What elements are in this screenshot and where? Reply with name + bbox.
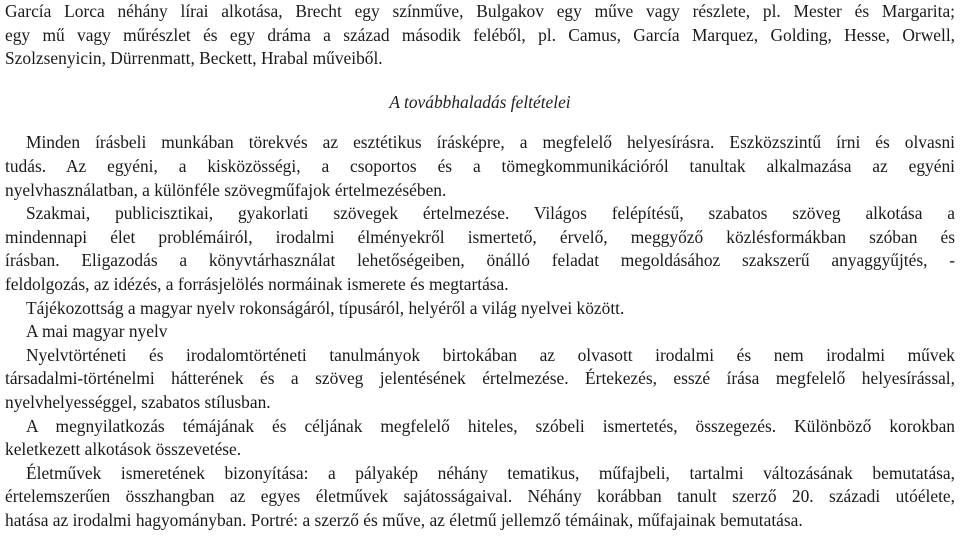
text-line: tudás. Az egyéni, a kisközösségi, a csoportos és a tömegkommunikációról tanultak alkalmazása az egyéni — [5, 155, 955, 176]
text-line: A mai magyar nyelv — [26, 321, 168, 342]
text-line: García Lorca néhány lírai alkotása, Brecht egy színműve, Bulgakov egy műve vagy részlete, pl. Mester és Margarita; — [5, 1, 955, 21]
text-line: A megnyilatkozás témájának és céljának megfelelő hiteles, szóbeli ismertetés, összegezés. Különböző korokban — [26, 415, 955, 436]
text-line: nyelvhelyességgel, szabatos stílusban. — [5, 391, 271, 412]
paragraph — [5, 297, 955, 321]
paragraph — [5, 462, 955, 533]
text-line: Nyelvtörténeti és irodalomtörténeti tanulmányok birtokában az olvasott irodalmi és nem irodalmi művek — [26, 344, 955, 365]
paragraph — [5, 202, 955, 296]
text-line: társadalmi-történelmi hátterének és a szöveg jelentésének értelmezése. Értekezés, esszé írása megfelelő helyesírással, — [5, 368, 955, 389]
text-line: Tájékozottság a magyar nyelv rokonságáról, típusáról, helyéről a világ nyelvei között. — [26, 297, 625, 318]
text-line: Életművek ismeretének bizonyítása: a pályakép néhány tematikus, műfajbeli, tartalmi változásának bemutatása, — [26, 462, 955, 483]
text-line: Szolzsenyicin, Dürrenmatt, Beckett, Hrabal műveiből. — [5, 48, 383, 69]
text-line: egy mű vagy műrészlet és egy dráma a század második feléből, pl. Camus, García Marquez, Golding, Hesse, Orwell, — [5, 24, 955, 45]
paragraph — [5, 131, 955, 202]
paragraph — [5, 320, 955, 344]
text-line: feldolgozás, az idézés, a forrásjelölés normáinak ismerete és megtartása. — [5, 273, 509, 294]
text-line: írásban. Eligazodás a könyvtárhasználat lehetőségeiben, önálló feladat megoldásához szakszerű anyaggyűjtés, - — [5, 250, 955, 271]
text-line: Minden írásbeli munkában törekvés az esztétikus írásképre, a megfelelő helyesírásra. Eszközszintű írni és olvasni — [26, 132, 955, 153]
text-line: Szakmai, publicisztikai, gyakorlati szövegek értelmezése. Világos felépítésű, szabatos szöveg alkotása a — [26, 203, 955, 224]
text-line: nyelvhasználatban, a különféle szövegműfajok értelmezésében. — [5, 179, 447, 200]
section-heading: A továbbhaladás feltételei — [389, 91, 571, 112]
text-line: mindennapi élet problémáiról, irodalmi élményekről ismertető, érvelő, meggyőző közlésformákban szóban és — [5, 226, 955, 247]
paragraph — [5, 344, 955, 415]
text-line: keletkezett alkotások összevetése. — [5, 439, 242, 460]
intro-paragraph — [5, 0, 955, 71]
paragraph — [5, 415, 955, 462]
text-line: értelemszerűen összhangban az egyes életművek sajátosságaival. Néhány korábban tanult szerző 20. századi utóélete, — [5, 486, 955, 507]
text-line: hatása az irodalmi hagyományban. Portré: a szerző és műve, az életmű jellemző témáinak, műfajainak bemutatása. — [5, 509, 803, 530]
